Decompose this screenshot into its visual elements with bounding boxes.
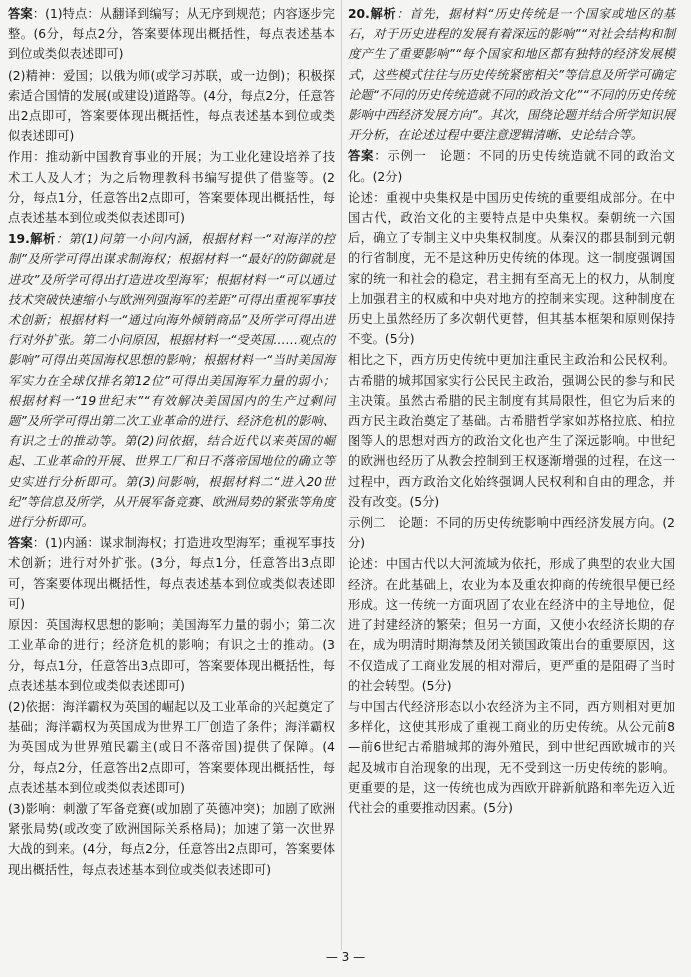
q19-answer-part1: 答案：(1)内涵：谋求制海权；打造进攻型海军；重视军事技术创新；进行对外扩张。(3分，每点1分，任意答出3点即可，答案要体现出概括性，每点表述基本到位或类似表述即可) <box>8 536 335 611</box>
q20-example2-topic: 示例二 论题：不同的历史传统影响中西经济发展方向。(2分) <box>348 516 675 551</box>
q18-answer-part1: 答案：(1)特点：从翻译到编写；从无序到规范；内容逐步完整。(6分，每点2分，答案要体现出概括性，每点表述基本到位或类似表述即可) <box>8 7 335 62</box>
q20-example1-topic: 答案：示例一 论题：不同的历史传统造就不同的政治文化。(2分) <box>348 149 675 184</box>
q19-answer-part2: (2)依据：海洋霸权为英国的崛起以及工业革命的兴起奠定了基础；海洋霸权为英国成为世界工厂创造了条件；海洋霸权为英国成为世界殖民霸主(或日不落帝国)提供了保障。(4分，每点2分，任意答出2点即可，答案要体现出概括性，每点表述基本到位或类似表述即可) <box>8 699 335 795</box>
q20-example2-china: 论述：中国古代以大河流域为依托，形成了典型的农业大国经济。在此基础上，农业为本及重农抑商的传统很早便已经形成。这一传统一方面巩固了农业在经济中的主导地位，促进了封建经济的繁荣；但另一方面，又使小农经济长期的存在，成为明清时期海禁及闭关锁国政策出台的重要原因，这不仅造成了工商业发展的相对滞后，更严重的是阻碍了当时的社会转型。(5分) <box>348 557 675 693</box>
q20-example2-west: 与中国古代经济形态以小农经济为主不同，西方则相对更加多样化，这使其形成了重视工商业的历史传统。从公元前8—前6世纪古希腊城邦的海外殖民，到中世纪西欧城市的兴起及城市自治现象的出现，无不受到这一历史传统的影响。更重要的是，这一传统也成为西欧开辟新航路和率先迈入近代社会的重要推动因素。(5分) <box>348 699 675 815</box>
q18-answer-part2: (2)精神：爱国；以俄为师(或学习苏联，或一边倒)；积极探索适合国情的发展(或建设)道路等。(4分，每点2分，任意答出2点即可，答案要体现出概括性，每点表述基本到位或类似表述即可) <box>8 68 335 144</box>
q20-example1-china: 论述：重视中央集权是中国历史传统的重要组成部分。在中国古代，政治文化的主要特点是中央集权。秦朝统一六国后，确立了专制主义中央集权制度。从秦汉的郡县制到元朝的行省制度，无不是这种历史传统的体现。这一制度强调国家的统一和社会的稳定，君主拥有至高无上的权力，从制度上加强君主的权威和中央对地方的控制来实现。这种制度在历史上虽然经历了多次朝代更替，但其基本框架和原则保持不变。(5分) <box>348 190 675 347</box>
q20-analysis: 20.解析：首先，据材料“历史传统是一个国家或地区的基石，对于历史进程的发展有着深远的影响”“对社会结构和制度产生了重要影响”“每个国家和地区都有独特的经济发展模式，这些模式往往与历史传统紧密相关”等信息及所学可确定论题“不同的历史传统造就不同的政治文化”“不同的历史传统影响中西经济发展方向”。其次，围绕论题并结合所学知识展开分析，在论述过程中要注意逻辑清晰、史论结合等。 <box>348 7 675 143</box>
q20-example1-west: 相比之下，西方历史传统中更加注重民主政治和公民权利。古希腊的城邦国家实行公民民主政治，强调公民的参与和民主决策。虽然古希腊的民主制度有其局限性，但它为后来的西方民主政治奠定了基础。古希腊哲学家如苏格拉底、柏拉图等人的思想对西方的政治文化也产生了深远影响。中世纪的欧洲也经历了从教会控制到王权逐渐增强的过程，在这一过程中，西方政治文化始终强调人民权利和自由的理念，并没有改变。(5分) <box>348 353 675 509</box>
right-column <box>348 4 675 819</box>
left-column <box>8 4 335 881</box>
q19-answer-reason: 原因：英国海权思想的影响；美国海军力量的弱小；第二次工业革命的进行；经济危机的影响；有识之士的推动。(3分，每点1分，任意答出3点即可，答案要体现出概括性，每点表述基本到位或类似表述即可) <box>8 618 335 693</box>
q19-answer-part3: (3)影响：刺激了军备竞赛(或加剧了英德冲突)；加剧了欧洲紧张局势(或改变了欧洲国际关系格局)；加速了第一次世界大战的到来。(4分，每点2分，任意答出2点即可，答案要体现出概括性，每点表述基本到位或类似表述即可) <box>8 801 335 877</box>
q19-analysis: 19.解析：第(1)问第一小问内涵，根据材料一“对海洋的控制”及所学可得出谋求制海权；根据材料一“最好的防御就是进攻”及所学可得出打造进攻型海军；根据材料一“可以通过技术突破快速缩小与欧洲列强海军的差距”可得出重视军事技术创新；根据材料一“通过向海外倾销商品”及所学可得出进行对外扩张。第二小问原因，根据材料一“受英国……观点的影响”可得出英国海权思想的影响；根据材料一“当时美国海军实力在全球仅排名第12位”可得出美国海军力量的弱小；根据材料一“19世纪末”“有效解决美国国内的生产过剩问题”及所学可得出第二次工业革命的进行、经济危机的影响、有识之士的推动等。第(2)问依据，结合近代以来英国的崛起、工业革命的开展、世界工厂和日不落帝国地位的确立等史实进行分析即可。第(3)问影响，根据材料二“进入20世纪”等信息及所学，从开展军备竞赛、欧洲局势的紧张等角度进行分析即可。 <box>8 232 335 530</box>
column-divider <box>341 0 342 950</box>
page-number: — 3 — <box>325 950 366 964</box>
q18-answer-effect: 作用：推动新中国教育事业的开展；为工业化建设培养了技术工人及人才；为之后物理教科书编写提供了借鉴等。(2分，每点1分，任意答出2点即可，答案要体现出概括性，每点表述基本到位或类似表述即可) <box>8 150 335 226</box>
